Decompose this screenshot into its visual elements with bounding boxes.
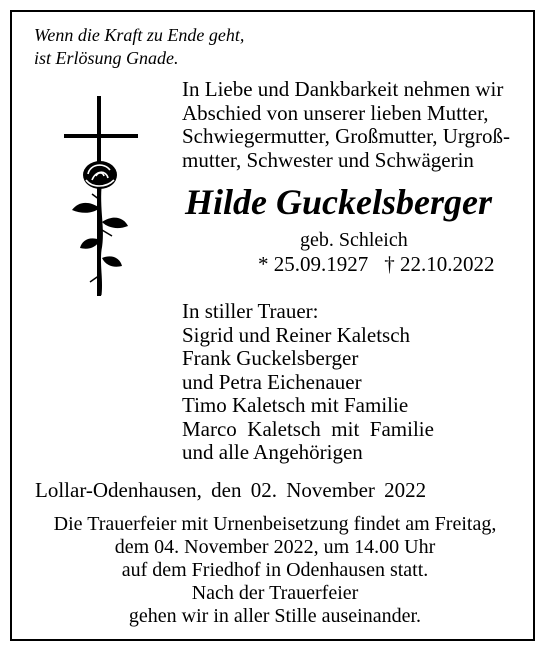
motto-quote — [34, 24, 244, 70]
intro-text — [182, 78, 510, 172]
service-line: auf dem Friedhof in Odenhausen statt. — [121, 559, 429, 581]
intro-line: Abschied von unserer lieben Mutter, — [182, 100, 489, 125]
mourner-line: Marco Kaletsch mit Familie — [182, 416, 434, 441]
intro-line: mutter, Schwester und Schwägerin — [182, 147, 474, 172]
intro-line: In Liebe und Dankbarkeit nehmen wir — [182, 77, 504, 101]
cross-with-rose-icon — [58, 90, 148, 300]
service-line: dem 04. November 2022, um 14.00 Uhr — [114, 536, 436, 558]
death-date: † 22.10.2022 — [384, 252, 495, 276]
funeral-service-info — [20, 513, 530, 628]
motto-line: Wenn die Kraft zu Ende geht, — [34, 25, 245, 45]
life-dates — [258, 252, 495, 276]
place-and-date: Lollar-Odenhausen, den 02. November 2022 — [35, 478, 427, 502]
mourner-line: Frank Guckelsberger — [182, 346, 359, 370]
service-line: Nach der Trauerfeier — [191, 582, 359, 604]
deceased-name: Hilde Guckelsberger — [185, 182, 492, 222]
mourner-line: Timo Kaletsch mit Familie — [182, 393, 409, 417]
birth-date: * 25.09.1927 — [258, 252, 369, 276]
mourners-list — [182, 300, 434, 465]
mourner-line: und alle Angehörigen — [182, 440, 363, 464]
mourner-line: Sigrid und Reiner Kaletsch — [182, 322, 411, 347]
service-line: Die Trauerfeier mit Urnenbeisetzung findet am Freitag, — [53, 513, 497, 535]
mourners-heading: In stiller Trauer: — [182, 299, 319, 323]
birth-name: geb. Schleich — [300, 229, 408, 251]
motto-line: ist Erlösung Gnade. — [34, 48, 179, 68]
intro-line: Schwiegermutter, Großmutter, Urgroß- — [182, 124, 511, 148]
service-line: gehen wir in aller Stille auseinander. — [128, 605, 422, 627]
mourner-line: und Petra Eichenauer — [182, 369, 362, 394]
